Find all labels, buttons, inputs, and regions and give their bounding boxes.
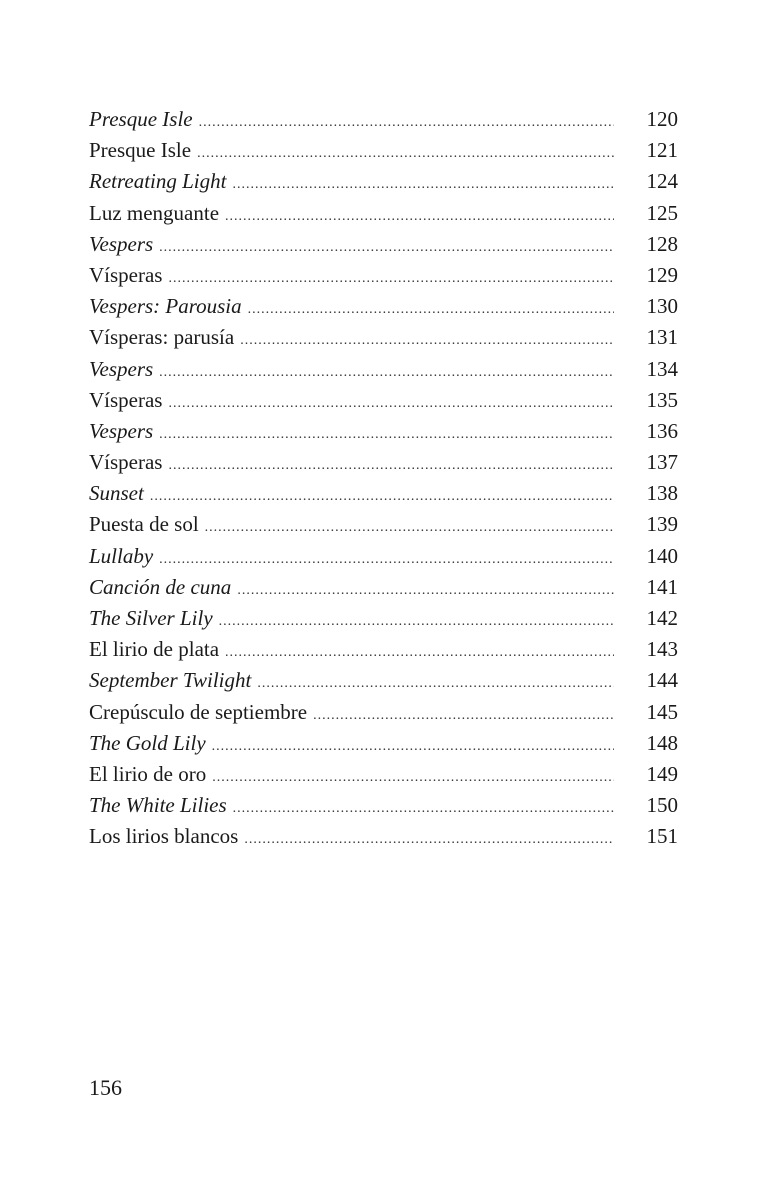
toc-entry — [89, 603, 678, 634]
toc-entry-title: Crepúsculo de septiembre — [89, 699, 308, 724]
table-of-contents — [89, 104, 678, 853]
dot-leader — [212, 731, 614, 762]
dot-leader — [225, 201, 614, 232]
toc-entry — [89, 790, 678, 821]
toc-entry-page: 139 — [646, 512, 678, 537]
toc-entry — [89, 354, 678, 385]
toc-entry-page: 145 — [646, 699, 678, 724]
toc-entry — [89, 665, 678, 696]
toc-entry-page: 144 — [646, 668, 678, 693]
toc-entry — [89, 260, 678, 291]
toc-entry — [89, 509, 678, 540]
toc-entry — [89, 291, 678, 322]
toc-entry-page: 121 — [646, 138, 678, 163]
dot-leader — [240, 325, 614, 356]
toc-entry — [89, 728, 678, 759]
dot-leader — [212, 762, 614, 793]
toc-entry — [89, 697, 678, 728]
toc-entry — [89, 447, 678, 478]
dot-leader — [197, 138, 614, 169]
toc-entry — [89, 541, 678, 572]
toc-entry-page: 134 — [646, 356, 678, 381]
toc-entry-page: 131 — [646, 325, 678, 350]
toc-entry — [89, 478, 678, 509]
dot-leader — [257, 668, 614, 699]
dot-leader — [237, 575, 614, 606]
dot-leader — [199, 107, 614, 138]
toc-entry-page: 140 — [646, 543, 678, 568]
toc-entry-title: The Gold Lily — [89, 730, 206, 755]
toc-entry — [89, 104, 678, 135]
toc-entry-page: 125 — [646, 200, 678, 225]
toc-entry — [89, 135, 678, 166]
toc-entry-title: Canción de cuna — [89, 574, 232, 599]
dot-leader — [225, 637, 614, 668]
dot-leader — [232, 169, 614, 200]
toc-entry — [89, 416, 678, 447]
toc-entry-title: Vísperas — [89, 262, 163, 287]
dot-leader — [233, 793, 614, 824]
toc-entry-title: Puesta de sol — [89, 512, 199, 537]
dot-leader — [159, 419, 614, 450]
toc-entry — [89, 385, 678, 416]
toc-entry-title: Retreating Light — [89, 169, 227, 194]
toc-entry-page: 136 — [646, 418, 678, 443]
toc-entry-page: 130 — [646, 294, 678, 319]
toc-entry-title: Presque Isle — [89, 107, 193, 131]
dot-leader — [168, 450, 614, 481]
toc-entry-title: Vespers — [89, 356, 154, 381]
toc-entry-title: Los lirios blancos — [89, 824, 239, 849]
toc-entry-title: Vísperas — [89, 450, 163, 475]
toc-entry-title: The Silver Lily — [89, 606, 213, 630]
dot-leader — [248, 294, 614, 325]
dot-leader — [219, 606, 614, 637]
toc-entry-title: Vespers: Parousia — [89, 294, 242, 319]
toc-entry-title: Lullaby — [89, 543, 154, 568]
dot-leader — [159, 357, 614, 388]
dot-leader — [159, 232, 614, 263]
toc-entry — [89, 759, 678, 790]
toc-entry-title: Vísperas — [89, 387, 163, 412]
dot-leader — [244, 824, 614, 855]
toc-entry-page: 137 — [646, 450, 678, 475]
toc-entry-page: 143 — [646, 637, 678, 662]
toc-entry-title: September Twilight — [89, 668, 252, 693]
toc-entry-title: The White Lilies — [89, 793, 227, 818]
toc-entry-page: 135 — [646, 387, 678, 412]
toc-entry-page: 128 — [646, 231, 678, 256]
toc-entry-page: 151 — [646, 824, 678, 849]
toc-entry-title: El lirio de plata — [89, 637, 220, 662]
dot-leader — [150, 481, 614, 512]
toc-entry-page: 141 — [646, 574, 678, 599]
toc-entry-title: El lirio de oro — [89, 761, 207, 786]
page-number: 156 — [89, 1075, 122, 1100]
dot-leader — [205, 512, 614, 543]
toc-entry-page: 150 — [646, 793, 678, 818]
toc-entry-title: Luz menguante — [89, 200, 220, 225]
toc-entry — [89, 634, 678, 665]
dot-leader — [168, 263, 614, 294]
toc-entry-title: Vespers — [89, 418, 154, 443]
toc-entry — [89, 322, 678, 353]
toc-entry-page: 124 — [646, 169, 678, 194]
toc-entry-page: 120 — [646, 107, 678, 131]
toc-entry-title: Vísperas: parusía — [89, 325, 235, 350]
toc-entry-page: 142 — [646, 606, 678, 630]
toc-entry-title: Vespers — [89, 231, 154, 256]
toc-entry-page: 138 — [646, 481, 678, 506]
toc-entry — [89, 166, 678, 197]
toc-entry-title: Presque Isle — [89, 138, 192, 163]
toc-entry — [89, 821, 678, 852]
toc-entry — [89, 198, 678, 229]
dot-leader — [313, 700, 614, 731]
toc-entry — [89, 229, 678, 260]
dot-leader — [168, 388, 614, 419]
toc-entry-page: 149 — [646, 761, 678, 786]
toc-entry-title: Sunset — [89, 481, 144, 506]
toc-entry-page: 148 — [646, 730, 678, 755]
dot-leader — [159, 544, 614, 575]
toc-entry-page: 129 — [646, 262, 678, 287]
toc-entry — [89, 572, 678, 603]
